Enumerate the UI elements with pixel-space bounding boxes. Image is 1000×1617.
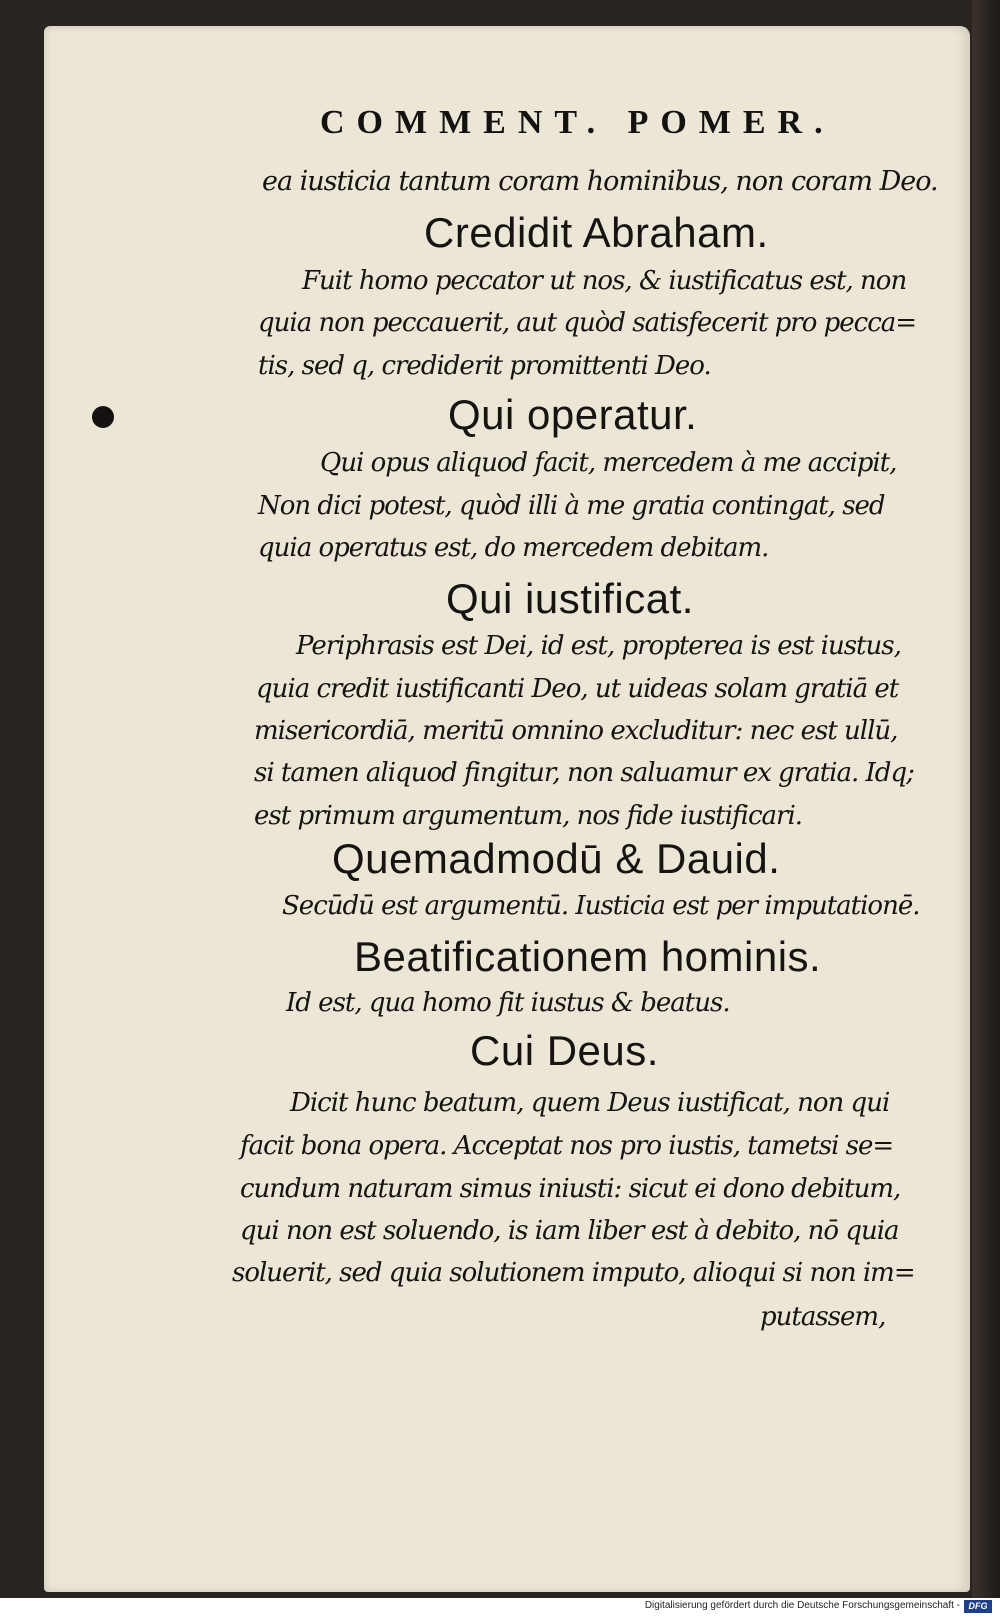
text-line-14: si tamen aliquod fingitur, non saluamur ex gratia. Idq; <box>254 758 914 788</box>
heading-credidit-abraham: Credidit Abraham. <box>424 209 769 256</box>
text-line-8: Non dici potest, quòd illi à me gratia contingat, sed <box>258 491 885 521</box>
footer-credit: Digitalisierung gefördert durch die Deutsche Forschungsgemeinschaft - <box>644 1600 960 1611</box>
heading-quemadmodum-dauid: Quemadmodū & Dauid. <box>332 835 781 882</box>
text-line-3: Fuit homo peccator ut nos, & iustificatus est, non <box>302 266 907 296</box>
text-line-13: misericordiā, meritū omnino excluditur: nec est ullū, <box>254 716 898 746</box>
heading-beatificationem: Beatificationem hominis. <box>354 933 822 980</box>
running-head: COMMENT. POMER. <box>320 104 835 141</box>
text-line-19: Id est, qua homo fit iustus & beatus. <box>286 988 730 1018</box>
text-line-12: quia credit iustificanti Deo, ut uideas solam gratiā et <box>256 674 899 704</box>
text-line-11: Periphrasis est Dei, id est, propterea is est iustus, <box>296 631 901 661</box>
text-line-5: tis, sed q, crediderit promittenti Deo. <box>258 351 711 381</box>
text-line-7: Qui opus aliquod facit, mercedem à me accipit, <box>320 448 897 478</box>
digitization-footer <box>0 1598 1000 1617</box>
dfg-logo: DFG <box>964 1600 992 1613</box>
heading-qui-operatur: Qui operatur. <box>448 391 698 438</box>
heading-qui-iustificat: Qui iustificat. <box>446 575 694 622</box>
text-line-1: ea iusticia tantum coram hominibus, non coram Deo. <box>262 166 938 197</box>
text-line-9: quia operatus est, do mercedem debitam. <box>258 533 769 563</box>
text-line-22: facit bona opera. Acceptat nos pro iustis, tametsi se= <box>240 1131 894 1161</box>
text-line-25: soluerit, sed quia solutionem imputo, alioqui si non im= <box>232 1258 915 1288</box>
text-line-21: Dicit hunc beatum, quem Deus iustificat, non qui <box>290 1088 890 1118</box>
text-line-23: cundum naturam simus iniusti: sicut ei dono debitum, <box>240 1174 901 1204</box>
text-line-4: quia non peccauerit, aut quòd satisfecerit pro pecca= <box>258 308 917 338</box>
heading-cui-deus: Cui Deus. <box>470 1027 659 1074</box>
text-line-24: qui non est soluendo, is iam liber est à debito, nō quia <box>240 1216 899 1246</box>
text-line-26: putassem, <box>760 1302 886 1332</box>
text-line-17: Secūdū est argumentū. Iusticia est per imputationē. <box>282 891 920 921</box>
text-line-15: est primum argumentum, nos fide iustificari. <box>254 801 803 831</box>
binding-hole <box>92 406 114 428</box>
book-edge <box>972 0 1000 1598</box>
